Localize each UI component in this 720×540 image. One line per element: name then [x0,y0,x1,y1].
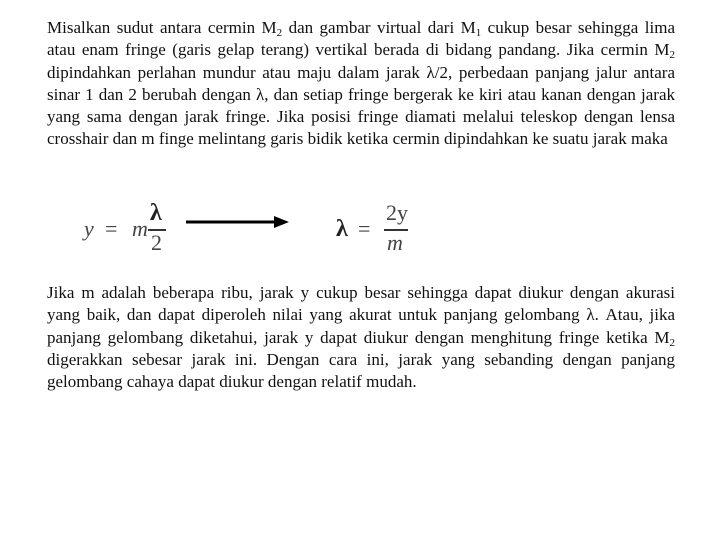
text-run: Misalkan sudut antara cermin M [47,18,277,37]
formula-coefficient: m [132,216,148,241]
formula-lhs: y [84,216,94,241]
subscript: 2 [669,49,675,62]
text-run: cukup besar sehingga lima atau enam fringe (garis gelap terang) vertikal berada di bidang pandang. Jika cermin M [47,18,675,60]
formula-equals: = [105,216,118,241]
subscript: 2 [669,336,675,349]
paragraph-intro [47,17,675,151]
text-run: digerakkan sebesar jarak ini. Dengan cara ini, jarak yang sebanding dengan panjang gelombang cahaya dapat diukur dengan relatif mudah. [47,349,675,392]
paragraph-conclusion [47,282,675,393]
formula-equals: = [358,216,371,241]
formula-numerator: λ [150,200,162,226]
formula-denominator: m [387,230,403,255]
subscript: 2 [276,27,283,39]
arrow-right-icon [186,214,290,230]
text-run: dan gambar virtual dari M [282,18,476,37]
formula-denominator: 2 [151,230,162,255]
subscript: 1 [475,27,482,39]
formula-numerator: 2y [386,200,408,225]
text-run: Jika m adalah beberapa ribu, jarak y cukup besar sehingga dapat diukur dengan akurasi yang baik, dan dapat diperoleh nilai yang akurat untuk panjang gelombang λ. Atau, jika panjang gelombang diketahui, jarak y dapat diukur dengan menghitung fringe ketika M [47,283,675,347]
text-run: dipindahkan perlahan mundur atau maju dalam jarak λ/2, perbedaan panjang jalur antara sinar 1 dan 2 berubah dengan λ, dan setiap fringe bergerak ke kiri atau kanan dengan jarak yang sama dengan jarak fringe. Jika posisi fringe diamati melalui teleskop dengan lensa crosshair dan m finge melintang garis bidik ketika cermin dipindahkan ke suatu jarak maka [47,62,675,149]
formula-lhs: λ [336,216,348,242]
